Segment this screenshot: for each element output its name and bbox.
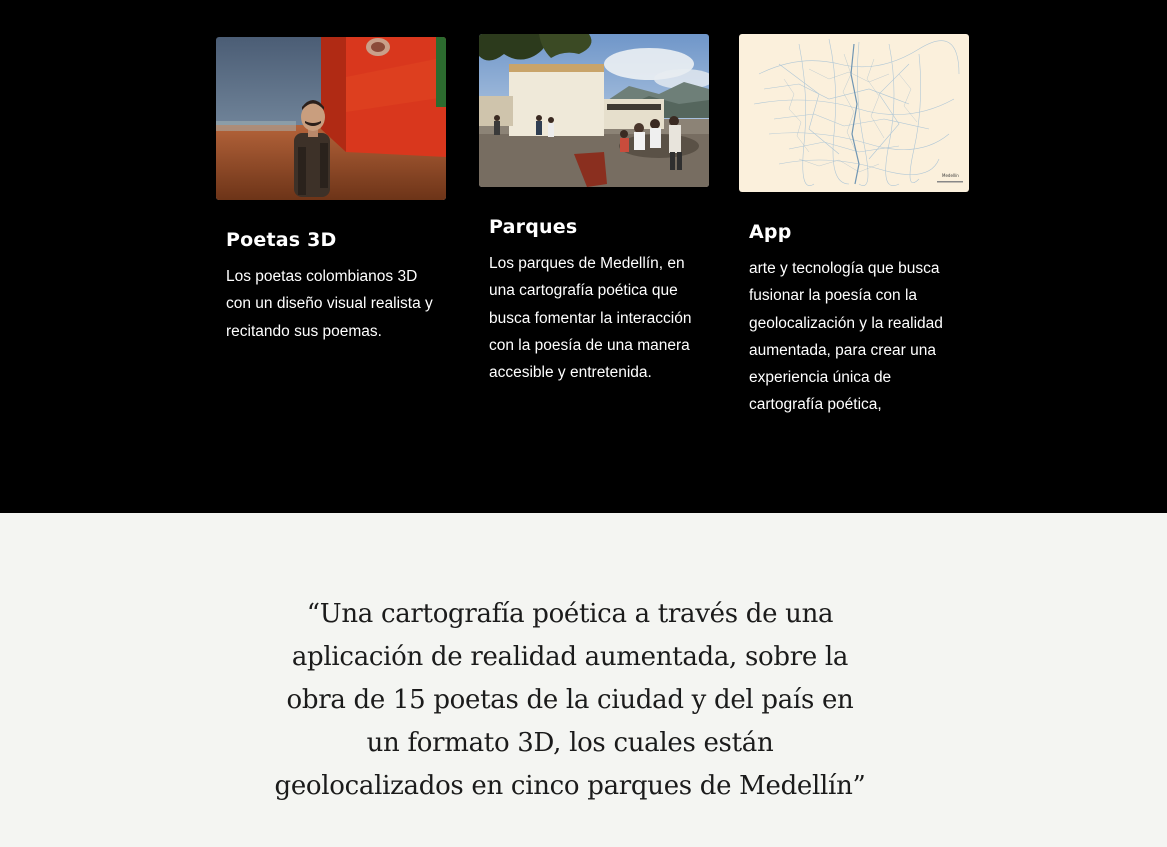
park-photo-image (479, 34, 709, 187)
quote-section (0, 513, 1167, 847)
card-description: arte y tecnología que busca fusionar la poesía con la geolocalización y la realidad aumentada, para crear una experiencia única de cartografía poética, (749, 260, 943, 414)
card-description: Los parques de Medellín, en una cartografía poética que busca fomentar la interacción con la poesía de una manera accesible y entretenida. (489, 255, 692, 382)
card-description: Los poetas colombianos 3D con un diseño visual realista y recitando sus poemas. (226, 268, 433, 340)
quote-text: “Una cartografía poética a través de una aplicación de realidad aumentada, sobre la obra de 15 poetas de la ciudad y del país en un formato 3D, los cuales están geolocalizados en cinco parques de Medellín” (274, 599, 866, 801)
card-title: Poetas 3D (226, 229, 337, 251)
card-title: Parques (489, 216, 578, 238)
card-parques (479, 34, 709, 394)
card-app (739, 34, 969, 424)
card-poetas-3d (216, 37, 446, 357)
card-title: App (749, 221, 792, 243)
city-map-image (739, 34, 969, 192)
map-label: Medellín (942, 173, 959, 178)
3d-poet-avatar-image (216, 37, 446, 200)
